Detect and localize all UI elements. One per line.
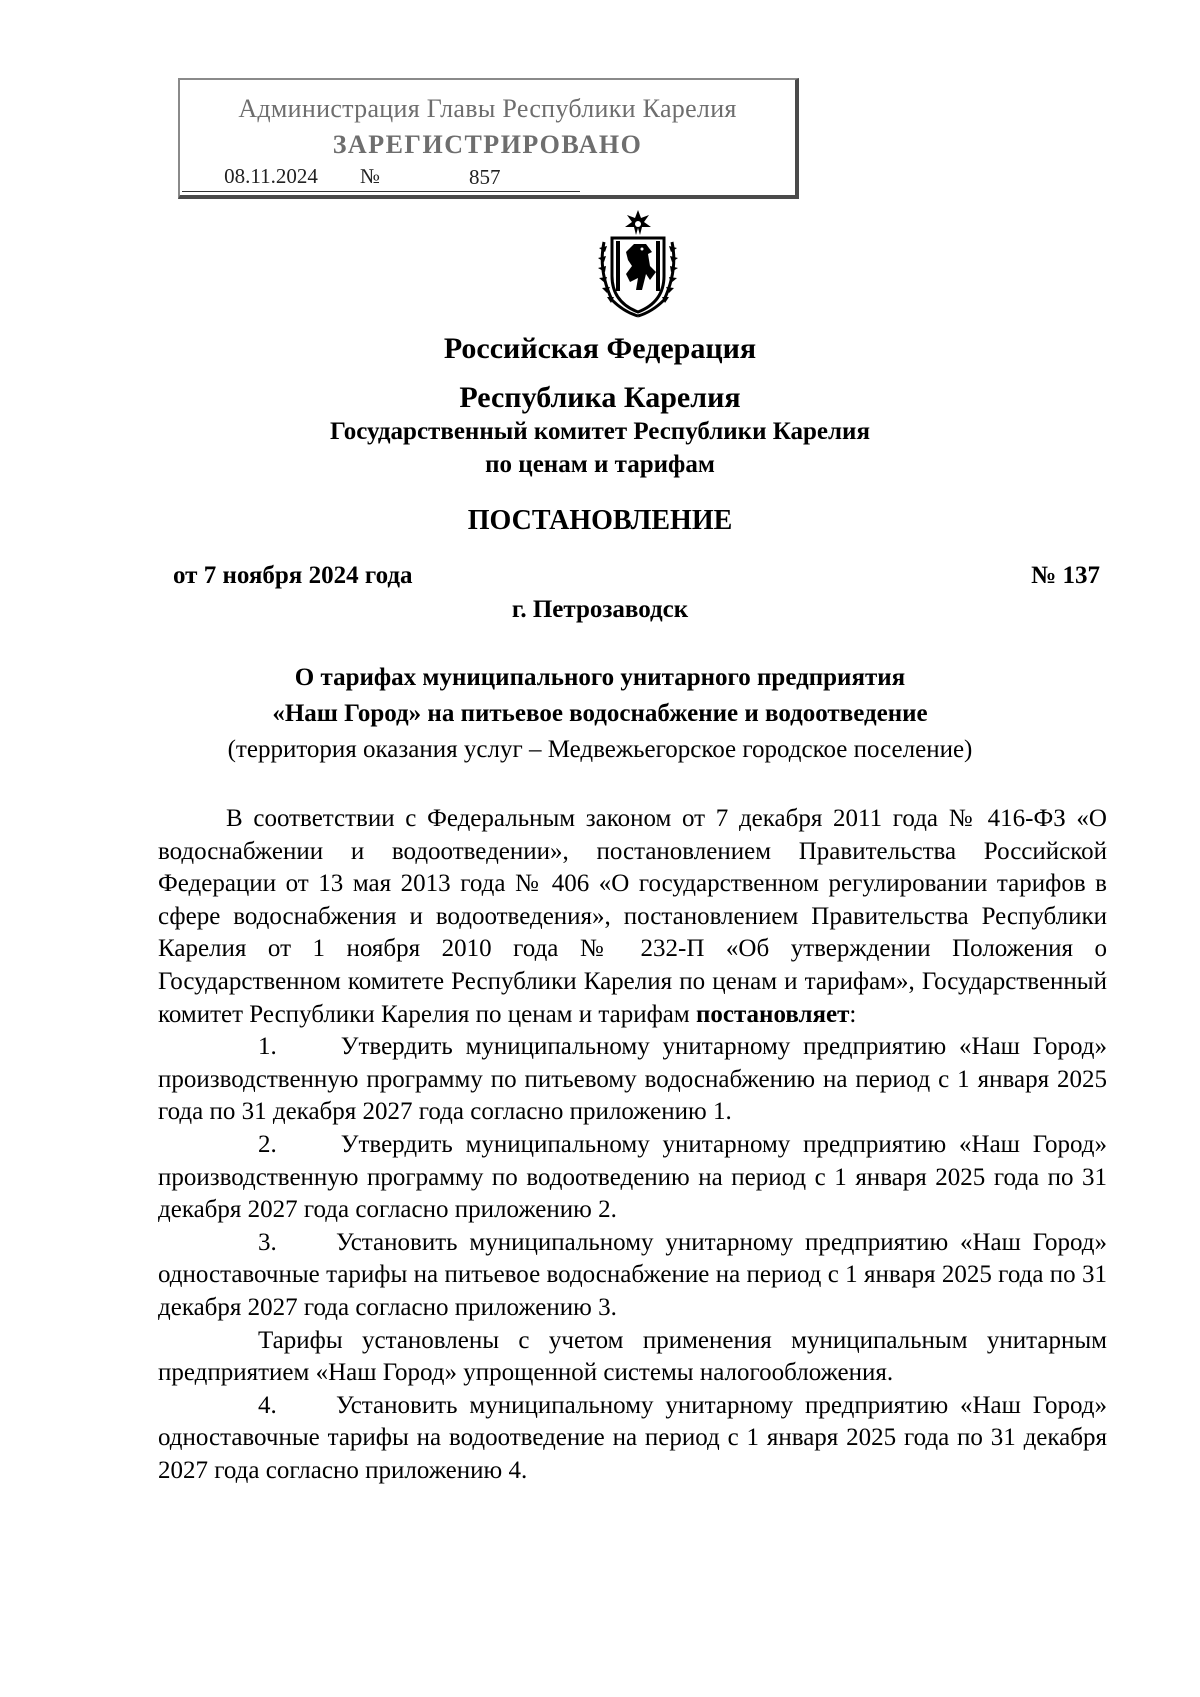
registration-stamp <box>178 78 799 199</box>
document-date: от 7 ноября 2024 года <box>173 562 413 589</box>
resolves-word: постановляет <box>695 1000 850 1028</box>
committee-heading-line1: Государственный комитет Республики Карелия <box>330 418 870 445</box>
document-title-line1: О тарифах муниципального унитарного предприятия <box>294 664 906 691</box>
stamp-date: 08.11.2024 <box>182 164 360 192</box>
document-subtitle: (территория оказания услуг – Медвежьегорское городское поселение) <box>227 736 973 763</box>
document-city: г. Петрозаводск <box>511 596 689 623</box>
resolves-colon: : <box>849 1000 857 1028</box>
stamp-number-sign: № <box>360 164 386 192</box>
list-item: 1. Утвердить муниципальному унитарному предприятию «Наш Город» производственную программу по питьевому водоснабжению на период с 1 января 2025 года по 31 декабря 2027 года согласно приложению 1. <box>158 1033 1107 1126</box>
document-title-line2: «Наш Город» на питьевое водоснабжение и водоотведение <box>272 700 928 727</box>
list-item: 2. Утвердить муниципальному унитарному предприятию «Наш Город» производственную программу по водоотведению на период с 1 января 2025 года по 31 декабря 2027 года согласно приложению 2. <box>158 1130 1107 1224</box>
list-item: 4. Установить муниципальному унитарному предприятию «Наш Город» одноставочные тарифы на водоотведение на период с 1 января 2025 года по 31 декабря 2027 года согласно приложению 4. <box>158 1391 1107 1484</box>
document-body <box>158 803 1107 1487</box>
list-item: 3. Установить муниципальному унитарному предприятию «Наш Город» одноставочные тарифы на питьевое водоснабжение на период с 1 января 2025 года по 31 декабря 2027 года согласно приложению 3. <box>158 1228 1107 1321</box>
stamp-authority: Администрация Главы Республики Карелия <box>238 94 737 123</box>
stamp-registered: ЗАРЕГИСТРИРОВАНО <box>332 130 643 159</box>
republic-heading: Республика Карелия <box>459 381 741 414</box>
preamble-paragraph <box>158 803 1107 1031</box>
document-type: ПОСТАНОВЛЕНИЕ <box>467 505 733 536</box>
stamp-registration-row <box>182 164 602 192</box>
document-number: № 137 <box>1031 562 1100 589</box>
list-item: Тарифы установлены с учетом применения муниципальным унитарным предприятием «Наш Город» упрощенной системы налогообложения. <box>158 1326 1107 1387</box>
preamble-text: В соответствии с Федеральным законом от 7 декабря 2011 года № 416-ФЗ «О водоснабжении и водоотведении», постановлением Правительства Российской Федерации от 13 мая 2013 года № 406 «О государственном регулировании тарифов в сфере водоснабжения и водоотведения», постановлением Правительства Республики Карелия от 1 ноября 2010 года № 232-П «Об утверждении Положения о Государственном комитете Республики Карелия по ценам и тарифам», Государственный комитет Республики Карелия по ценам и тарифам <box>158 805 1107 1028</box>
stamp-number: 857 <box>386 165 580 192</box>
committee-heading-line2: по ценам и тарифам <box>485 451 715 478</box>
karelia-coat-of-arms-icon <box>590 208 686 320</box>
federation-heading: Российская Федерация <box>443 332 757 365</box>
